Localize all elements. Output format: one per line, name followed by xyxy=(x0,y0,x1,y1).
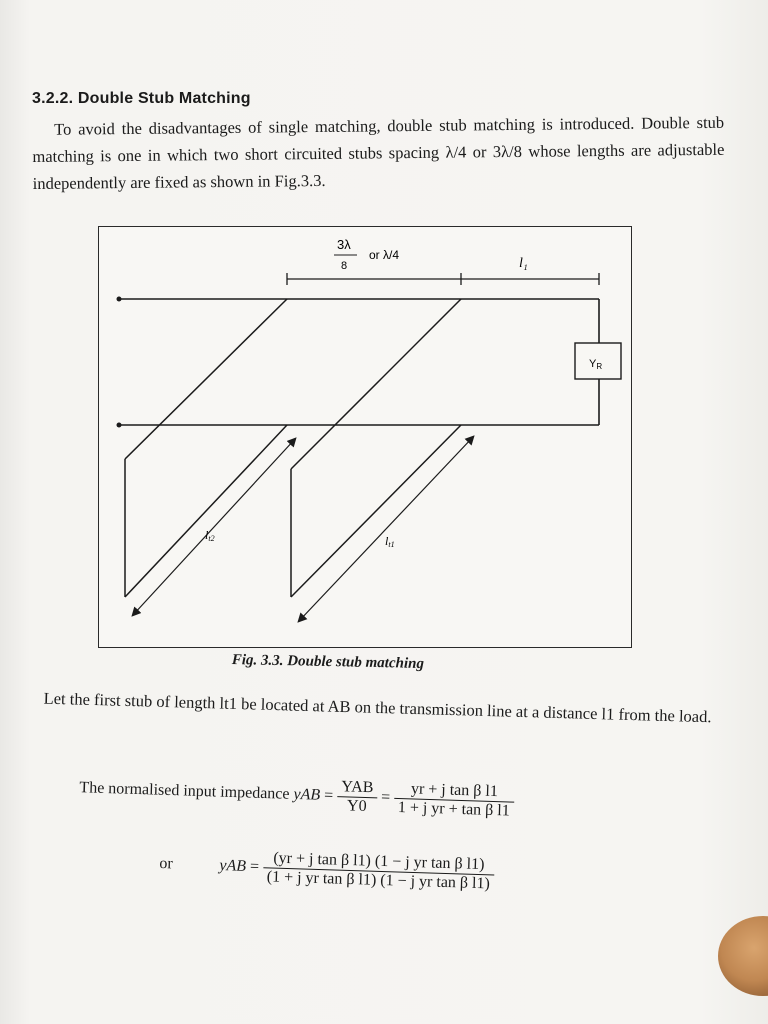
load-box xyxy=(575,343,621,379)
eq1-frac2-den: 1 + j yr + tan β l1 xyxy=(397,799,511,820)
stub2-bottom-wire xyxy=(125,425,287,597)
equation-1 xyxy=(79,770,515,821)
double-stub-diagram xyxy=(99,227,631,647)
stub2-label-sub: t2 xyxy=(208,534,215,543)
stub1-label-main: l xyxy=(385,534,389,548)
load-label-sub: R xyxy=(596,362,603,371)
body-paragraph xyxy=(21,686,727,730)
stub2-top-wire xyxy=(125,299,287,459)
eq2-prefix: or xyxy=(159,855,174,873)
load-label-main: Y xyxy=(589,358,597,370)
section-heading: 3.2.2. Double Stub Matching xyxy=(32,90,251,107)
stub1-label xyxy=(385,534,395,549)
eq2-num: (yr + j tan β l1) (1 − j yr tan β l1) xyxy=(263,849,495,875)
eq2-equals: = xyxy=(249,858,260,876)
eq1-lhs: yAB xyxy=(293,785,321,804)
thumb-in-frame xyxy=(718,916,768,996)
equation-2 xyxy=(159,846,495,893)
stub2-label-main: l xyxy=(205,528,209,542)
double-stub-figure xyxy=(98,226,632,648)
stub2-length-arrow xyxy=(133,439,295,615)
stub1-bottom-wire xyxy=(291,425,461,597)
figure-caption: Fig. 3.3. Double stub matching xyxy=(231,652,425,673)
load-distance-label: l₁ xyxy=(519,256,528,271)
eq2-lhs: yAB xyxy=(219,857,247,875)
stub1-label-sub: t1 xyxy=(388,540,395,549)
spacing-denominator: 8 xyxy=(341,260,348,272)
intro-paragraph xyxy=(32,109,725,197)
stub1-length-arrow xyxy=(299,437,473,621)
eq1-frac1-den: Y0 xyxy=(346,797,367,816)
eq1-intro: The normalised input impedance xyxy=(79,779,290,803)
eq1-frac2-num: yr + j tan β l1 xyxy=(394,780,514,803)
intro-paragraph-text: To avoid the disadvantages of single matching, double stub matching is introduced. Double stub matching is one in which two short circuited stubs spacing λ/4 or 3λ/8 whose lengths are adjustable independently are fixed as shown in Fig.3.3. xyxy=(32,112,725,193)
eq1-fraction-1 xyxy=(337,778,378,816)
eq1-equals: = xyxy=(323,786,334,805)
input-terminal-bottom xyxy=(117,423,122,428)
eq1-frac1-num: YAB xyxy=(337,778,378,798)
stub1-top-wire xyxy=(291,299,461,469)
input-terminal-top xyxy=(117,297,122,302)
eq2-den: (1 + j yr tan β l1) (1 − j yr tan β l1) xyxy=(266,868,491,893)
eq1-equals-2: = xyxy=(380,788,391,806)
stub2-label xyxy=(205,528,215,543)
spacing-alternative: or λ/4 xyxy=(369,248,400,262)
body-paragraph-text: Let the first stub of length lt1 be located at AB on the transmission line at a distance l1 from the load. xyxy=(43,688,712,727)
spacing-numerator: 3λ xyxy=(337,237,351,252)
eq1-fraction-2 xyxy=(394,780,515,821)
eq2-fraction xyxy=(262,849,494,893)
